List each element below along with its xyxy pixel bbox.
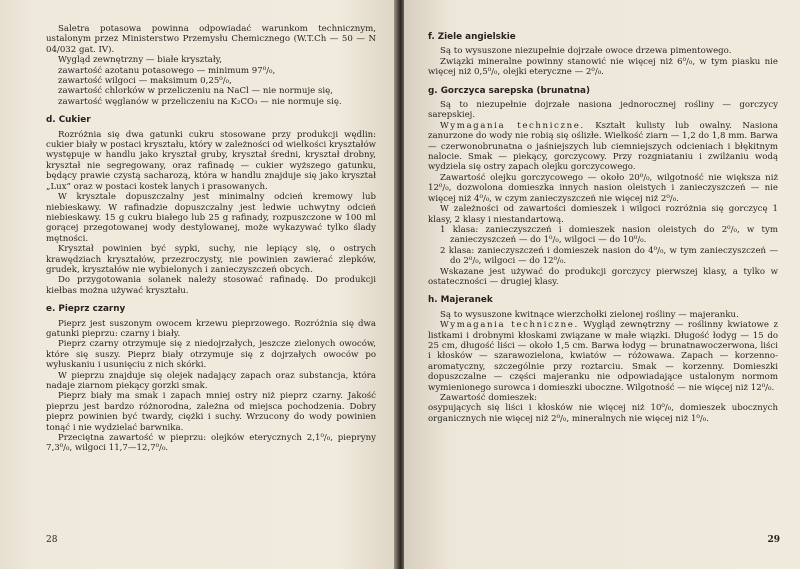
section-heading-cukier: d. Cukier [46, 115, 91, 126]
section-heading-majeranek: h. Majeranek [428, 295, 493, 306]
requirements-label: Wymagania techniczne. [440, 320, 579, 331]
gorczyca-paragraph: W zależności od zawartości domieszek i wilgoci rozróżnia się gorczycę 1 klasy, 2 klasy i niestandartową. [428, 204, 778, 225]
pieprz-paragraph: Pieprz biały ma smak i zapach mniej ostry niż pieprz czarny. Jakość pieprzu jest bardzo różnorodna, zależna od miejsca pochodzenia. Dobry pieprz powinien być twardy, ciężki i suchy. Wrzucony do wody powinien tonąć i nie wydzielać barwnika. [46, 391, 376, 433]
requirements-text: Wygląd zewnętrzny — roślinny kwiatowe z listkami i drobnymi kłoskami związane w małe wiązki. Długość łodyg — 15 do 25 cm, długość liści — około 1,5 cm. Barwa łodyg — brunatnawoczerwona, liści i kłosków — szarawozielona, kwiatów — różowawa. Zapach — korzenno-aromatyczny, szczególnie przy roztarciu. Smak — korzenny. Domieszki dopuszczalne — części majeranku nie odpowiadające ustalonym normom wymienionego surowca i domieszki uboczne. Wilgotność — nie więcej niż 12⁰/₀. [428, 320, 779, 393]
page-number-right: 29 [767, 535, 780, 545]
gorczyca-class-item: 2 klasa: zanieczyszczeń i domieszek nasion do 4⁰/₀, w tym zanieczyszczeń — do 2⁰/₀, wilgoci — do 12⁰/₀. [440, 245, 778, 267]
majeranek-paragraph: osypujących się liści i kłosków nie więcej niż 10⁰/₀, domieszek ubocznych organicznych nie więcej niż 2⁰/₀, mineralnych nie więcej niż 1⁰/₀. [428, 403, 778, 424]
left-page [0, 0, 396, 569]
gorczyca-class-item: 1 klasa: zanieczyszczeń i domieszek nasion oleistych do 2⁰/₀, w tym zanieczyszczeń — do 1⁰/₀, wilgoci — do 10⁰/₀. [440, 224, 778, 246]
majeranek-requirements [428, 320, 778, 393]
section-heading-pieprz: e. Pieprz czarny [46, 304, 126, 315]
cukier-paragraph: Kryształ powinien być sypki, suchy, nie lepiący się, o ostrych krawędziach kryształów, przezroczysty, nie powinien zawierać zlepków, grudek, kryształów nie wybielonych i zanieczyszczeń obcych. [46, 244, 376, 275]
cukier-paragraph: W krysztale dopuszczalny jest minimalny odcień kremowy lub niebieskawy. W rafinadzie dopuszczalny jest ledwie uchwytny odcień niebieskawy. 15 g cukru białego lub 25 g rafinady, rozpuszczone w 100 ml gorącej przegotowanej wody destylowanej, może wykazywać tylko ślady mętności. [46, 192, 376, 244]
majeranek-paragraph-title: Zawartość domieszek: [440, 393, 538, 403]
saletra-paragraph: Saletra potasowa powinna odpowiadać warunkom technicznym, ustalonym przez Ministerstwo Przemysłu Chemicznego (W.T.Ch — 50 — N 04/032 gat. IV). [46, 24, 376, 55]
gorczyca-requirements [428, 121, 778, 173]
section-heading-gorczyca: g. Gorczyca sarepska (brunatna) [428, 85, 590, 96]
requirements-label: Wymagania techniczne. [440, 120, 585, 131]
saletra-item: zawartość azotanu potasowego — minimum 97⁰/₀, [58, 65, 276, 76]
saletra-item: zawartość wilgoci — maksimum 0,25⁰/₀, [58, 76, 232, 87]
gorczyca-paragraph: Wskazane jest używać do produkcji gorczycy pierwszej klasy, a tylko w ostateczności — drugiej klasy. [428, 266, 778, 287]
cukier-paragraph: Rozróżnia się dwa gatunki cukru stosowane przy produkcji wędlin: cukier biały w postaci kryształu, który w zależności od wielkości kryształów występuje w handlu jako kryształ gruby, kryształ średni, kryształ drobny, kryształ nie segregowany, oraz rafinadę — cukier wyższego gatunku, będący prawie czystą sacharozą, która w handlu znajduje się jako kryształ „Lux” oraz w postaci kostek lanych i prasowanych. [46, 129, 376, 192]
section-heading-ziele: f. Ziele angielskie [428, 32, 516, 42]
pieprz-paragraph: Przeciętna zawartość w pieprzu: olejków eterycznych 2,1⁰/₀, piepryny 7,3⁰/₀, wilgoci 11,7—12,7⁰/₀. [46, 433, 376, 454]
pieprz-paragraph: Pieprz czarny otrzymuje się z niedojrzałych, jeszcze zielonych owoców, które się suszy. Pieprz biały otrzymuje się z dojrzałych owoców po wyłuskaniu i usunięciu z nich skórki. [46, 339, 376, 371]
cukier-paragraph: Do przygotowania solanek należy stosować rafinadę. Do produkcji kiełbas można używać kryształu. [46, 275, 376, 296]
saletra-item: zawartość węglanów w przeliczeniu na K₂CO₃ — nie normuje się. [58, 96, 342, 107]
majeranek-intro: Są to wysuszone kwitnące wierzchołki zielonej rośliny — majeranku. [440, 309, 739, 320]
pieprz-paragraph: W pieprzu znajduje się olejek nadający zapach oraz substancja, która nadaje ziarnom piekący gorzki smak. [46, 370, 376, 391]
saletra-item: zawartość chlorków w przeliczeniu na NaCl — nie normuje się, [58, 86, 333, 97]
pieprz-paragraph: Pieprz jest suszonym owocem krzewu pieprzowego. Rozróżnia się dwa gatunki pieprzu: czarny i biały. [46, 318, 376, 339]
gorczyca-intro: Są to niezupełnie dojrzałe nasiona jednorocznej rośliny — gorczycy sarepskiej. [428, 100, 778, 121]
ziele-paragraph: Są to wysuszone niezupełnie dojrzałe owoce drzewa pimentowego. [440, 46, 732, 57]
gorczyca-paragraph: Zawartość olejku gorczycowego — około 20⁰/₀, wilgotność nie większa niż 12⁰/₀, dozwolona domieszka innych nasion oleistych i zanieczyszczeń — nie więcej niż 4⁰/₀, w czym zanieczyszczeń nie więcej niż 2⁰/₀. [428, 172, 778, 204]
saletra-item: Wygląd zewnętrzny — białe kryształy, [58, 55, 223, 66]
requirements-text: Kształt kulisty lub owalny. Nasiona zanurzone do wody nie robią się oślizłe. Wielkość ziarn — 1,2 do 1,8 mm. Barwa — czerwonobrunatna o jaśniejszych lub ciemniejszych odcieniach i błękitnym nalocie. Smak — piekący, gorczycowy. Przy rozgniataniu i zwilżaniu wodą wydziela się ostry zapach olejku gorczycowego. [428, 120, 779, 173]
right-page [404, 0, 800, 569]
page-number-left: 28 [46, 535, 58, 545]
ziele-paragraph: Związki mineralne powinny stanowić nie więcej niż 6⁰/₀, w tym piasku nie więcej niż 0,5⁰/₀, olejki eteryczne — 2⁰/₀. [428, 56, 778, 78]
